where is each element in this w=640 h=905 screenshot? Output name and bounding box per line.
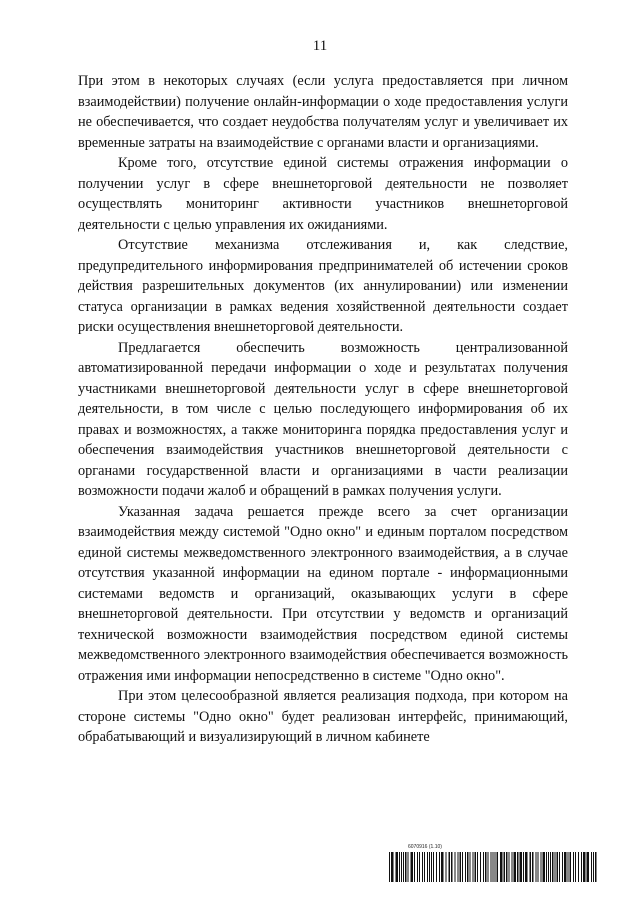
body-text <box>78 71 568 748</box>
paragraph: Отсутствие механизма отслеживания и, как следствие, предупредительного информирования предпринимателей об истечении сроков действия разрешительных документов (их аннулировании) или изменении статуса организации в рамках ведения хозяйственной деятельности создает риски осуществления внешнеторговой деятельности. <box>78 237 568 335</box>
paragraph: Предлагается обеспечить возможность централизованной автоматизированной передачи информации о ходе и результатах получения участниками внешнеторговой деятельности услуг в сфере внешнеторговой деятельности, в том числе с целью последующего информирования об их правах и возможностях, а также мониторинга порядка предоставления услуг и обеспечения взаимодействия участников внешнеторговой деятельности с органами государственной власти и организациями в части реализации возможности подачи жалоб и обращений в рамках получения услуги. <box>78 339 568 499</box>
page-number: 11 <box>312 38 328 54</box>
paragraph: При этом целесообразной является реализация подхода, при котором на стороне системы "Одно окно" будет реализован интерфейс, принимающий, обрабатывающий и визуализирующий в личном кабинете <box>78 688 568 745</box>
paragraph: Указанная задача решается прежде всего за счет организации взаимодействия между системой "Одно окно" и единым порталом посредством единой системы межведомственного электронного взаимодействия, а в случае отсутствия указанной информации на едином портале - информационными системами ведомств и организаций, оказывающих услуги в сфере внешнеторговой деятельности. При отсутствии у ведомств и организаций технической возможности взаимодействия посредством единой системы межведомственного электронного взаимодействия обеспечивается возможность отражения ими информации непосредственно в системе "Одно окно". <box>78 503 568 684</box>
barcode-block <box>388 844 598 884</box>
paragraph: При этом в некоторых случаях (если услуга предоставляется при личном взаимодействии) получение онлайн-информации о ходе предоставления услуги не обеспечивается, что создает неудобства получателям услуг и увеличивает их временные затраты на взаимодействие с органами власти и организациями. <box>78 73 568 151</box>
barcode-label: 6070916 (1.10) <box>408 844 442 850</box>
paragraph: Кроме того, отсутствие единой системы отражения информации о получении услуг в сфере внешнеторговой деятельности не позволяет осуществлять мониторинг активности участников внешнеторговой деятельности с целью управления их ожиданиями. <box>78 155 568 233</box>
barcode-image <box>388 852 598 882</box>
